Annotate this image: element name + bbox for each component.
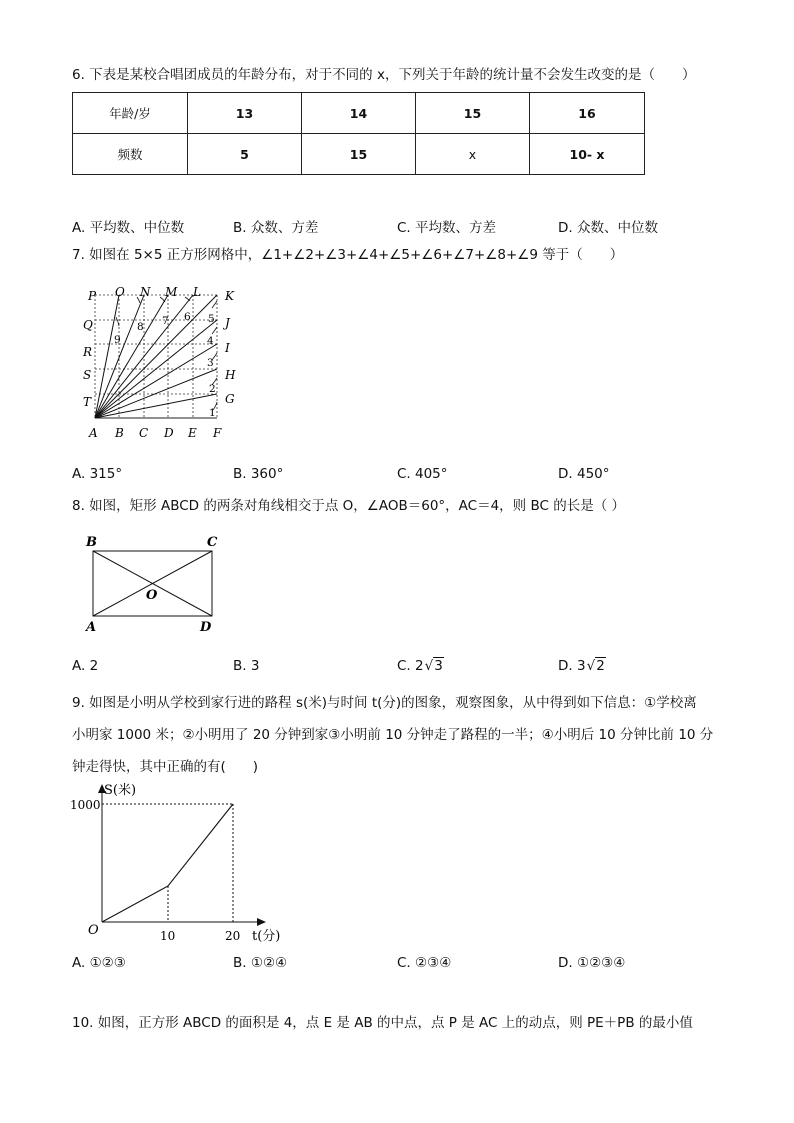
q8-option-d-text: D. 3 <box>558 658 586 674</box>
q6-option-d[interactable]: D. 众数、中位数 <box>558 220 658 236</box>
q6-option-a[interactable]: A. 平均数、中位数 <box>72 220 185 236</box>
label-r: R <box>83 345 93 359</box>
x-axis-label: t(分) <box>252 929 281 944</box>
label-l: L <box>193 285 201 299</box>
table-cell: 13 <box>188 93 302 134</box>
right-labels <box>222 316 236 406</box>
question-6-stem: 6. 下表是某校合唱团成员的年龄分布，对于不同的 x，下列关于年龄的统计量不会发生改变的是（ ） <box>72 67 696 83</box>
top-labels <box>87 285 235 303</box>
y-tick-1000: 1000 <box>70 798 101 812</box>
q7-option-c[interactable]: C. 405° <box>397 466 448 482</box>
label-i: I <box>225 341 230 355</box>
angle-label-4: 4 <box>207 335 214 347</box>
label-k: K <box>225 289 234 303</box>
rectangle-figure <box>80 532 230 636</box>
sqrt-icon: √ <box>424 658 434 674</box>
rays-from-a <box>95 295 217 418</box>
distance-line <box>102 804 233 922</box>
angle-label-1: 1 <box>209 407 216 419</box>
label-h: H <box>225 368 236 382</box>
left-labels <box>82 318 93 409</box>
angle-label-8: 8 <box>137 321 144 333</box>
q8-option-c-text: C. 2 <box>397 658 424 674</box>
q8-option-c[interactable] <box>397 658 444 674</box>
label-m: M <box>165 285 178 299</box>
label-d: D <box>200 620 212 635</box>
question-8-stem: 8. 如图，矩形 ABCD 的两条对角线相交于点 O，∠AOB＝60°，AC＝4，则 BC 的长是（ ） <box>72 498 626 514</box>
label-b: B <box>86 535 97 550</box>
q7-option-d[interactable]: D. 450° <box>558 466 610 482</box>
q9-option-d[interactable]: D. ①②③④ <box>558 955 626 971</box>
bottom-labels <box>88 426 222 440</box>
label-f: F <box>213 426 222 440</box>
table-cell: 15 <box>416 93 530 134</box>
q7-option-b[interactable]: B. 360° <box>233 466 284 482</box>
angle-label-5: 5 <box>208 313 215 325</box>
table-row <box>73 93 645 134</box>
table-cell: 5 <box>188 134 302 175</box>
label-g: G <box>225 392 235 406</box>
angle-label-2: 2 <box>209 383 216 395</box>
question-9-stem-line-2: 小明家 1000 米；②小明用了 20 分钟到家③小明前 10 分钟走了路程的一半；④小明后 10 分钟比前 10 分 <box>72 727 714 743</box>
table-header-cell: 年龄/岁 <box>73 93 188 134</box>
angle-label-6: 6 <box>184 311 191 323</box>
label-o: O <box>146 588 158 603</box>
rectangle-labels <box>84 535 218 635</box>
table-cell: 14 <box>302 93 416 134</box>
q8-option-c-radicand: 3 <box>434 658 443 674</box>
q7-option-a[interactable]: A. 315° <box>72 466 123 482</box>
origin-label: O <box>88 923 99 938</box>
q8-option-b[interactable]: B. 3 <box>233 658 260 674</box>
label-d: D <box>164 426 174 440</box>
label-p: P <box>88 289 97 303</box>
q9-option-b[interactable]: B. ①②④ <box>233 955 288 971</box>
table-row <box>73 134 645 175</box>
table-cell: 16 <box>530 93 645 134</box>
x-tick-20: 20 <box>225 929 241 943</box>
label-b: B <box>115 426 124 440</box>
table-cell: 10- x <box>530 134 645 175</box>
angle-number-labels <box>114 311 216 419</box>
label-q: Q <box>83 318 93 332</box>
q8-option-d[interactable] <box>558 658 606 674</box>
q8-option-a[interactable]: A. 2 <box>72 658 99 674</box>
label-s: S <box>83 368 92 382</box>
question-9-stem-line-1: 9. 如图是小明从学校到家行进的路程 s(米)与时间 t(分)的图象，观察图象，从中得到如下信息：①学校离 <box>72 695 697 711</box>
question-7-stem: 7. 如图在 5×5 正方形网格中，∠1+∠2+∠3+∠4+∠5+∠6+∠7+∠8+∠9 等于（ ） <box>72 247 624 263</box>
x-axis-arrow-icon <box>257 918 266 926</box>
table-cell: x <box>416 134 530 175</box>
table-cell: 15 <box>302 134 416 175</box>
label-e: E <box>188 426 197 440</box>
label-c: C <box>139 426 149 440</box>
label-j: J <box>225 316 230 330</box>
q9-option-a[interactable]: A. ①②③ <box>72 955 126 971</box>
label-c: C <box>207 535 218 550</box>
age-frequency-table <box>72 92 645 175</box>
angle-label-3: 3 <box>207 357 214 369</box>
question-10-stem: 10. 如图，正方形 ABCD 的面积是 4，点 E 是 AB 的中点，点 P 是 AC 上的动点，则 PE＋PB 的最小值 <box>72 1015 693 1031</box>
label-n: N <box>140 285 151 299</box>
q9-option-c[interactable]: C. ②③④ <box>397 955 452 971</box>
distance-time-graph <box>66 780 296 948</box>
table-header-cell: 频数 <box>73 134 188 175</box>
label-t: T <box>83 395 92 409</box>
label-a: A <box>89 426 98 440</box>
q8-option-d-radicand: 2 <box>596 658 605 674</box>
q6-option-b[interactable]: B. 众数、方差 <box>233 220 319 236</box>
angle-grid-figure <box>80 284 250 446</box>
label-o: O <box>115 285 125 299</box>
label-a: A <box>86 620 97 635</box>
angle-label-9: 9 <box>114 334 121 346</box>
sqrt-icon: √ <box>586 658 596 674</box>
angle-label-7: 7 <box>162 315 169 327</box>
q6-option-c[interactable]: C. 平均数、方差 <box>397 220 497 236</box>
y-axis-label: S(米) <box>104 783 137 798</box>
question-9-stem-line-3: 钟走得快，其中正确的有( ) <box>72 759 259 775</box>
dotted-guides <box>102 804 233 922</box>
x-tick-10: 10 <box>160 929 176 943</box>
